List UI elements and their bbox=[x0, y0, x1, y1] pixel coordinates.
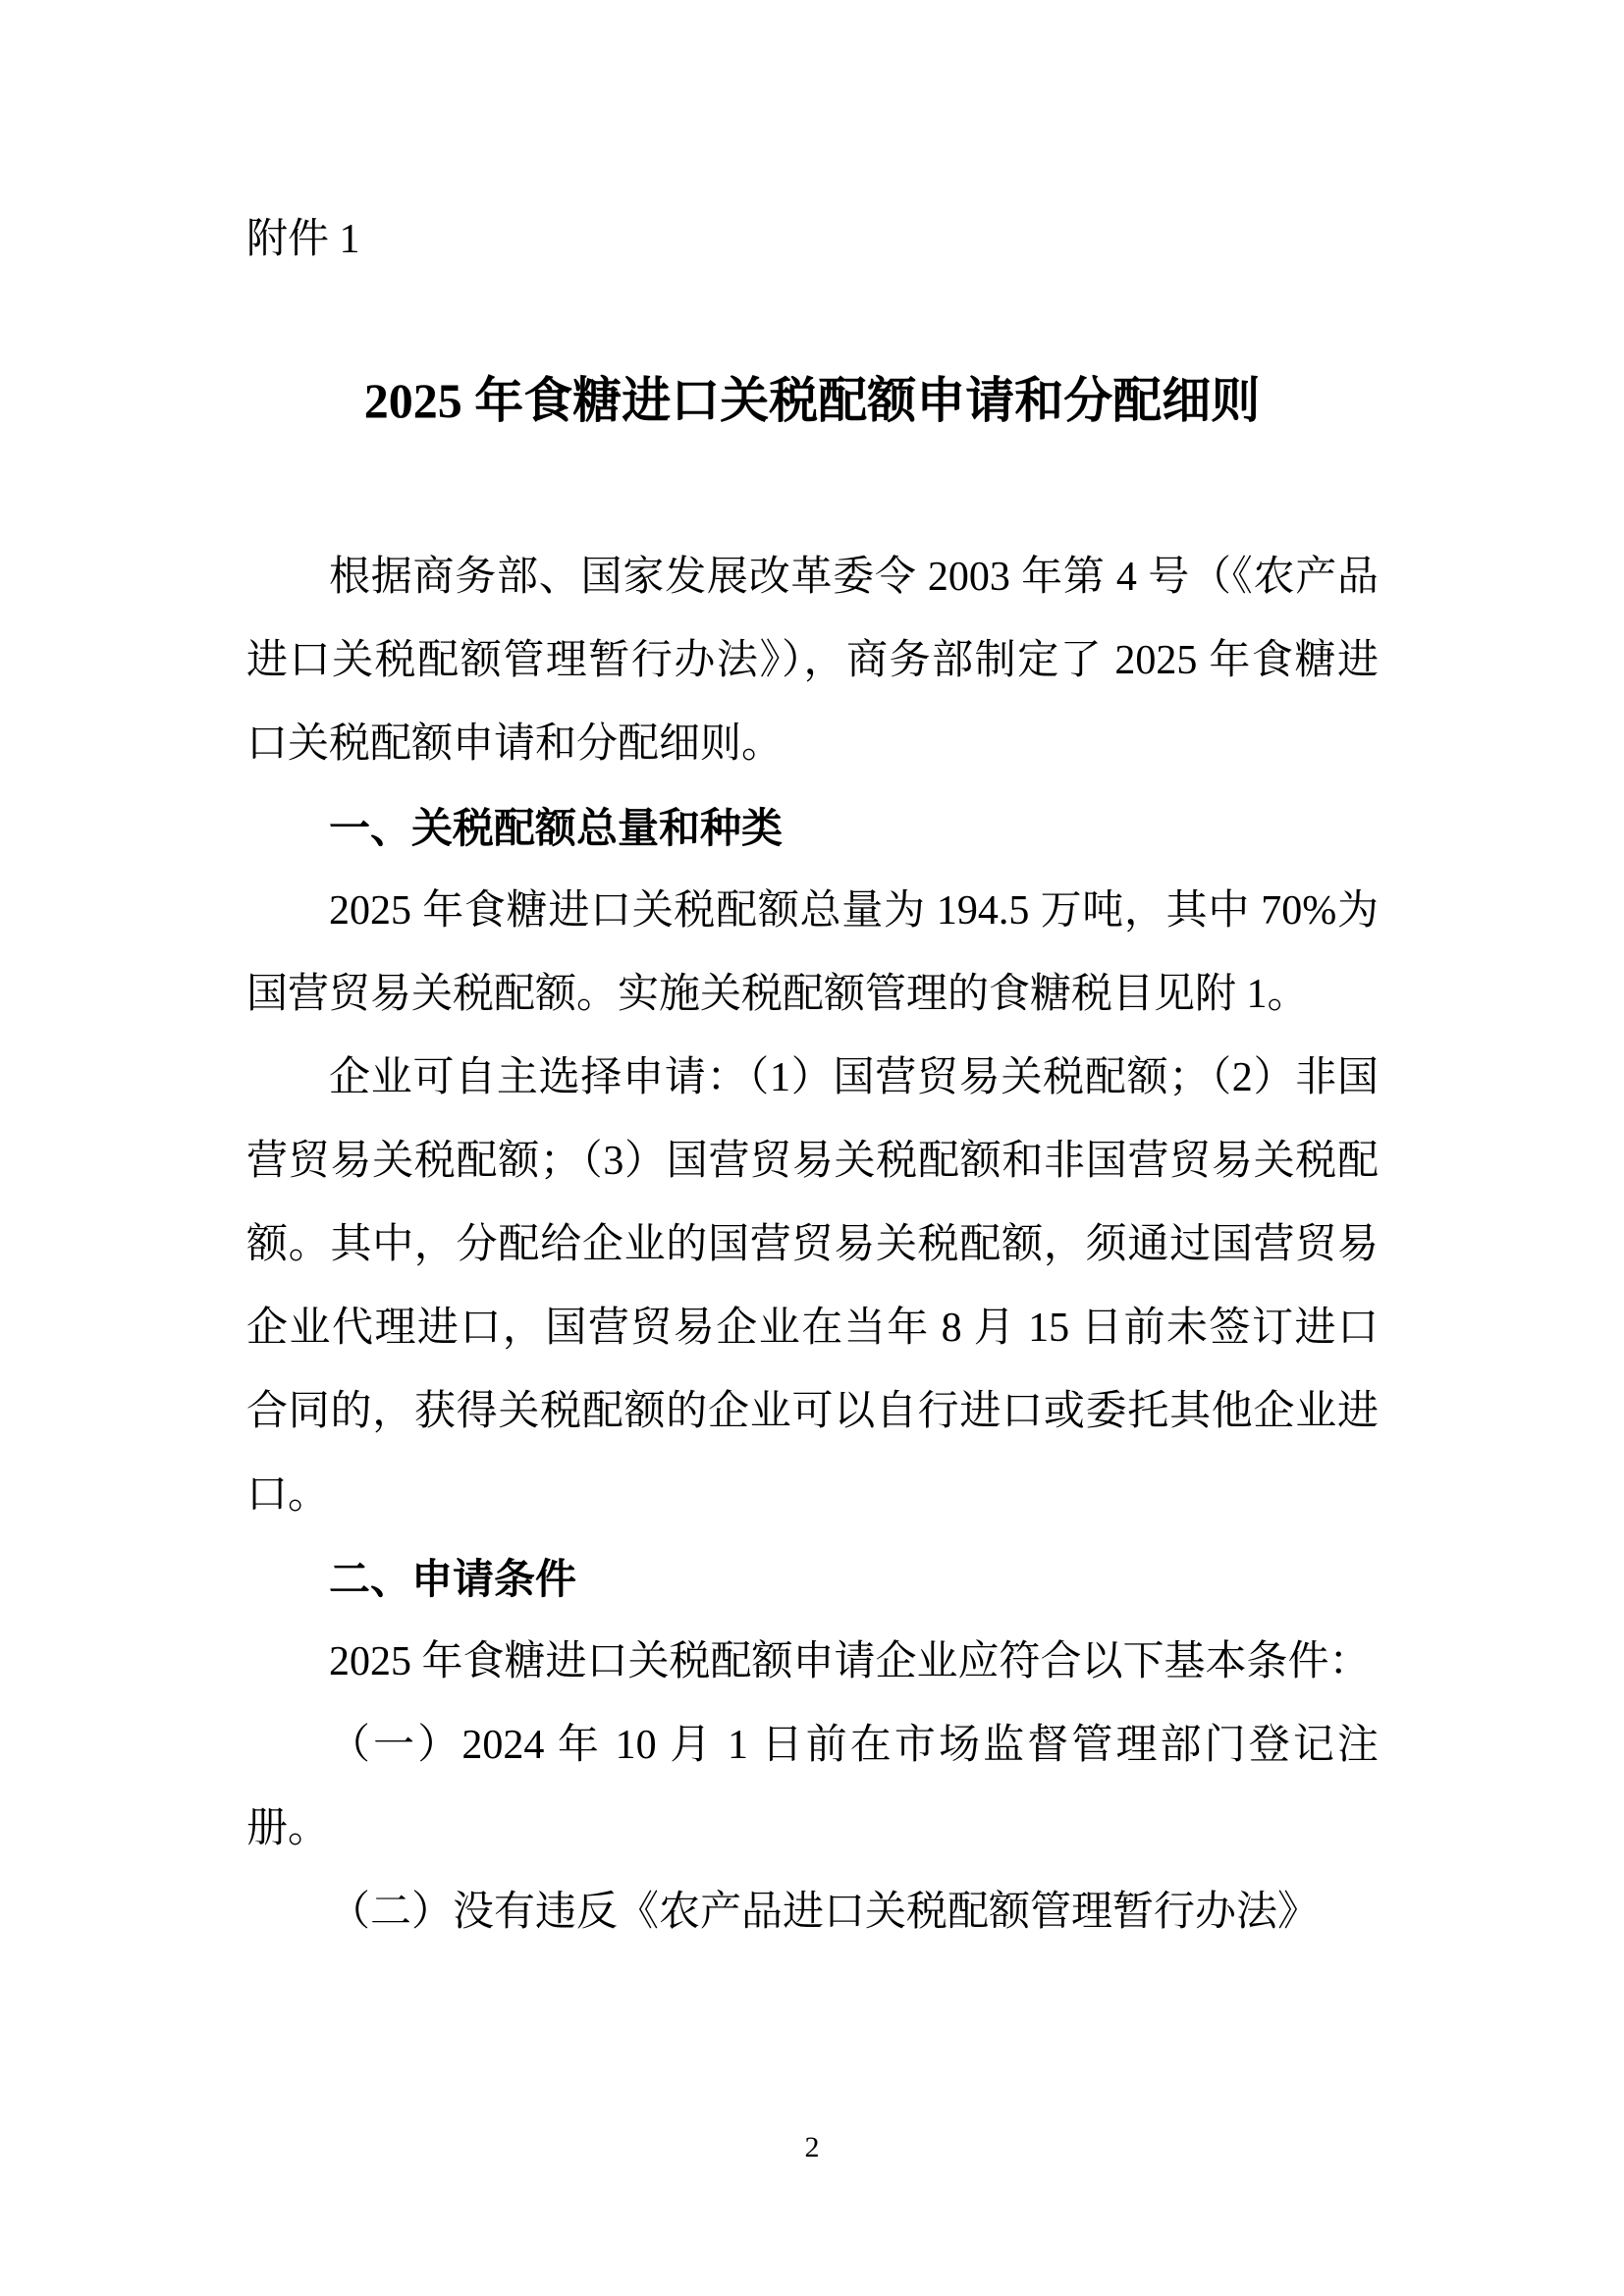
page-number: 2 bbox=[804, 2131, 820, 2163]
paragraph-quota-total: 2025 年食糖进口关税配额总量为 194.5 万吨，其中 70%为国营贸易关税配额。实施关税配额管理的食糖税目见附 1。 bbox=[246, 888, 1379, 1017]
paragraph-quota-types: 企业可自主选择申请：（1）国营贸易关税配额；（2）非国营贸易关税配额；（3）国营贸易关税配额和非国营贸易关税配额。其中，分配给企业的国营贸易关税配额，须通过国营贸易企业代理进口，国营贸易企业在当年 8 月 15 日前未签订进口合同的，获得关税配额的企业可以自行进口或委托其他企业进口。 bbox=[246, 1055, 1379, 1518]
section-heading-application-conditions: 二、申请条件 bbox=[329, 1556, 577, 1602]
document-title: 2025 年食糖进口关税配额申请和分配细则 bbox=[363, 373, 1261, 428]
attachment-label: 附件 1 bbox=[246, 217, 360, 262]
section-heading-quota-total: 一、关税配额总量和种类 bbox=[329, 805, 784, 851]
document-body bbox=[246, 536, 1379, 1954]
paragraph-conditions-intro: 2025 年食糖进口关税配额申请企业应符合以下基本条件： bbox=[329, 1639, 1371, 1684]
paragraph-condition-2: （二）没有违反《农产品进口关税配额管理暂行办法》 bbox=[329, 1890, 1320, 1935]
paragraph-condition-1: （一）2024 年 10 月 1 日前在市场监督管理部门登记注册。 bbox=[246, 1723, 1379, 1851]
paragraph-intro: 根据商务部、国家发展改革委令 2003 年第 4 号（《农产品进口关税配额管理暂行办法》），商务部制定了 2025 年食糖进口关税配额申请和分配细则。 bbox=[246, 555, 1379, 767]
